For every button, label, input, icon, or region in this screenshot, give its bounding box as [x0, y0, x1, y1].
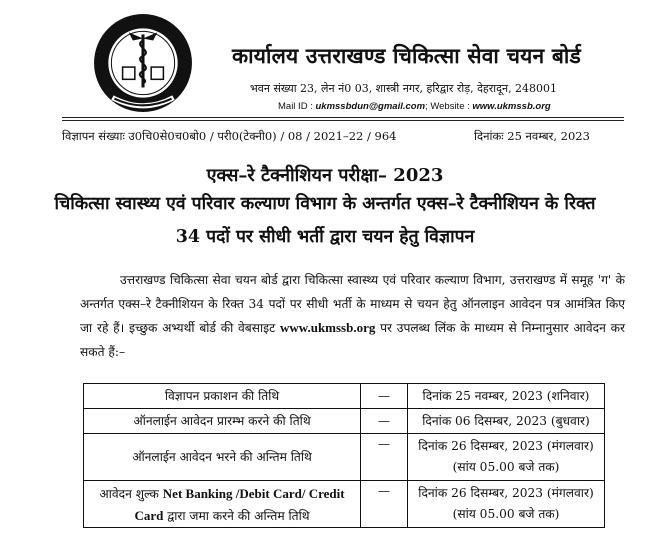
schedule-dash: —: [361, 481, 408, 528]
advertisement-date: दिनांकः 25 नवम्बर, 2023: [474, 129, 590, 143]
table-row: [84, 434, 605, 481]
schedule-dash: —: [361, 409, 408, 434]
schedule-date: दिनांक 26 दिसम्बर, 2023 (मंगलवार): [418, 439, 594, 453]
table-row: [84, 384, 605, 409]
exam-title: एक्स–रे टैक्नीशियन परीक्षा– 2023: [206, 165, 444, 186]
payment-modes: Net Banking /Debit Card/ Credit: [162, 486, 345, 501]
fee-deadline-label: द्वारा जमा करने की अन्तिम तिथि: [167, 509, 310, 523]
table-row: [84, 409, 605, 434]
schedule-label: विज्ञापन प्रकाशन की तिथि: [84, 384, 361, 409]
mail-label: Mail ID :: [278, 101, 313, 112]
schedule-label-line-1: [88, 481, 356, 505]
schedule-dash: —: [361, 434, 408, 481]
fee-label: आवेदन शुल्क: [99, 487, 159, 501]
office-title: कार्यालय उत्तराखण्ड चिकित्सा सेवा चयन बोर्ड: [232, 43, 581, 68]
schedule-date-cell: [408, 481, 605, 528]
advertisement-number: विज्ञापन संख्याः उ0चि0से0च0बो0 / परी0(टेक्नी0) / 08 / 2021–22 / 964: [62, 129, 397, 143]
schedule-label: ऑनलाईन आवेदन प्रारम्भ करने की तिथि: [84, 409, 361, 434]
website-link: www.ukmssb.org: [472, 101, 551, 112]
paragraph-text-2: पर उपलब्ध लिंक के माध्यम से निम्नानुसार आवेदन कर सकते हैं:–: [80, 321, 625, 359]
schedule-table: [83, 383, 605, 528]
schedule-label-line-2: [88, 505, 356, 527]
header-divider: [62, 117, 624, 118]
notice-title-line-2: 34 पदों पर सीधी भर्ती द्वारा चयन हेतु विज्ञापन: [175, 227, 475, 247]
schedule-label: ऑनलाईन आवेदन भरने की अन्तिम तिथि: [84, 434, 361, 481]
board-emblem-logo: [92, 12, 194, 114]
header-divider-2: [62, 120, 624, 121]
schedule-date-cell: [408, 434, 605, 481]
schedule-time: (सांय 05.00 बजे तक): [452, 460, 560, 474]
schedule-time: (सांय 05.00 बजे तक): [452, 507, 560, 521]
schedule-dash: —: [361, 384, 408, 409]
notice-title-line-1: चिकित्सा स्वास्थ्य एवं परिवार कल्याण विभाग के अन्तर्गत एक्स–रे टैक्नीशियन के रिक्त: [54, 194, 596, 214]
paragraph-text-1: उत्तराखण्ड चिकित्सा सेवा चयन बोर्ड द्वारा चिकित्सा स्वास्थ्य एवं परिवार कल्याण विभाग, उत्तराखण्ड में समूह 'ग' के अन्तर्गत एक्स–रे टैक्नीशियन के रिक्त 34 पदों पर सीधी भर्ती के माध्यम से चयन हेतु ऑनलाइन आवेदन पत्र आमंत्रित किए जा रहे हैं। इच्छुक अभ्यर्थी बोर्ड की वेबसाइट: [80, 273, 625, 335]
mail-id: ukmssbdun@gmail.com: [315, 101, 426, 112]
office-address: भवन संख्या 23, लेन नं0 03, शास्त्री नगर, हरिद्वार रोड़, देहरादून, 248001: [250, 82, 558, 95]
table-row: [84, 481, 605, 528]
schedule-date: दिनांक 06 दिसम्बर, 2023 (बुधवार): [408, 409, 605, 434]
schedule-date: दिनांक 26 दिसम्बर, 2023 (मंगलवार): [418, 486, 594, 500]
schedule-label-cell: [84, 481, 361, 528]
contact-line: [278, 101, 551, 112]
payment-mode-card: Card: [134, 508, 164, 523]
notice-paragraph: [80, 268, 625, 364]
website-mention: www.ukmssb.org: [280, 320, 376, 335]
schedule-date: दिनांक 25 नवम्बर, 2023 (शनिवार): [408, 384, 605, 409]
website-label: ; Website :: [425, 101, 470, 112]
